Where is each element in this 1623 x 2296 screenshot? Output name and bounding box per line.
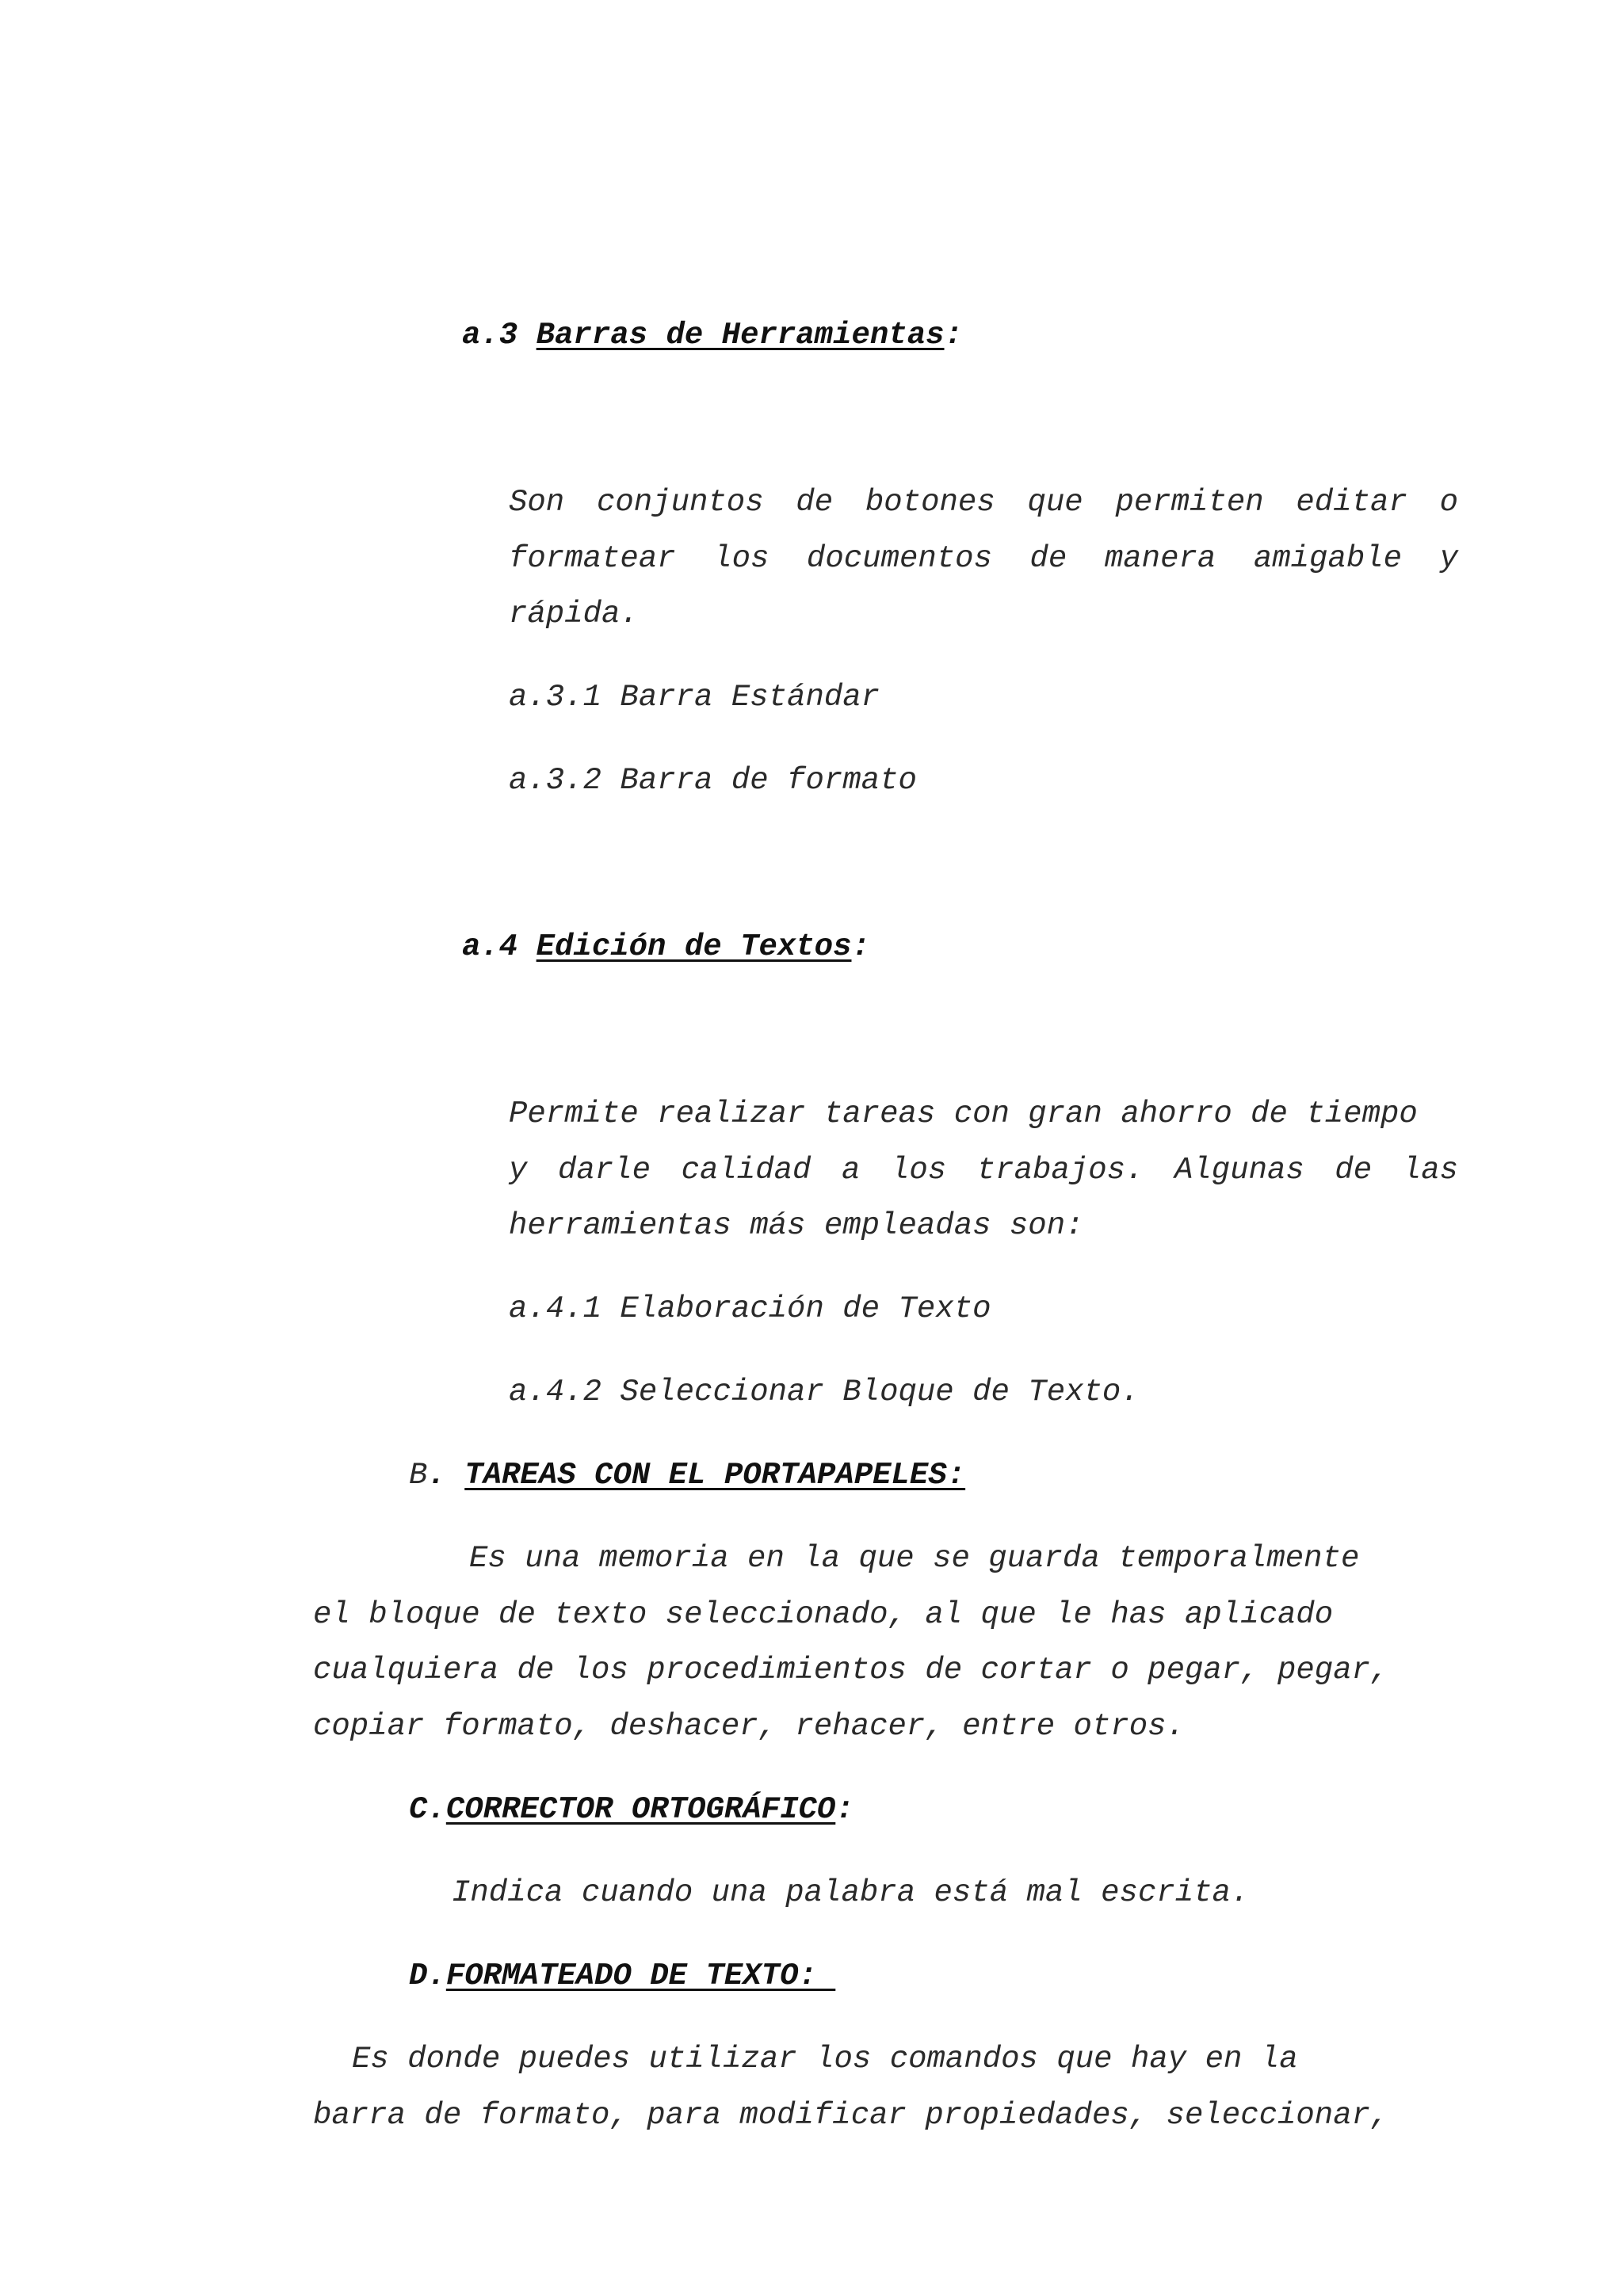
section-b-paragraph-line: Es una memoria en la que se guarda temporalmente (469, 1541, 1360, 1576)
section-a4-heading (462, 929, 870, 964)
section-d-title: FORMATEADO DE TEXTO: (445, 1958, 836, 1993)
section-a3-paragraph-line: formatear los documentos de manera amigable y (509, 541, 1458, 576)
section-d-paragraph-line: Es donde puedes utilizar los comandos que hay en la (352, 2042, 1298, 2077)
section-d-heading (409, 1958, 836, 1993)
section-a4-item: a.4.2 Seleccionar Bloque de Texto. (509, 1375, 1140, 1409)
section-b-paragraph-line: el bloque de texto seleccionado, al que le has aplicado (313, 1597, 1334, 1632)
section-a4-paragraph-line: Permite realizar tareas con gran ahorro de tiempo (509, 1097, 1418, 1131)
section-b-title: TAREAS CON EL PORTAPAPELES: (464, 1458, 966, 1493)
section-a4-paragraph-line: y darle calidad a los trabajos. Algunas de las (509, 1153, 1458, 1188)
section-a3-number: a.3 (462, 318, 537, 353)
section-a3-heading (462, 320, 963, 351)
section-c-paragraph-line: Indica cuando una palabra está mal escrita. (452, 1875, 1250, 1910)
section-c-prefix: C. (409, 1792, 446, 1827)
section-b-paragraph-line: cualquiera de los procedimientos de cortar o pegar, pegar, (313, 1653, 1389, 1688)
section-c-title: CORRECTOR ORTOGRÁFICO (445, 1792, 836, 1827)
section-a4-paragraph-line: herramientas más empleadas son: (509, 1208, 1084, 1243)
section-d-prefix: D. (409, 1958, 446, 1993)
section-b-dot: . (427, 1458, 465, 1493)
section-a4-title: Edición de Textos (536, 929, 852, 964)
section-a3-paragraph-line: rápida. (509, 597, 639, 631)
section-a3-item: a.3.2 Barra de formato (509, 763, 917, 798)
section-a4-number: a.4 (462, 929, 537, 964)
section-a3-colon: : (944, 318, 963, 353)
section-a3-paragraph-line: Son conjuntos de botones que permiten editar o (509, 485, 1458, 520)
section-a4-item: a.4.1 Elaboración de Texto (509, 1291, 991, 1326)
section-a3-item: a.3.1 Barra Estándar (509, 680, 880, 715)
section-c-heading (409, 1794, 854, 1825)
section-b-paragraph-line: copiar formato, deshacer, rehacer, entre otros. (313, 1709, 1185, 1744)
section-a4-colon: : (851, 929, 870, 964)
section-d-paragraph-line: barra de formato, para modificar propiedades, seleccionar, (313, 2098, 1389, 2133)
section-c-colon: : (835, 1792, 854, 1827)
section-a3-title: Barras de Herramientas (536, 318, 945, 353)
section-b-letter: B (409, 1458, 428, 1493)
section-b-heading (409, 1460, 965, 1491)
